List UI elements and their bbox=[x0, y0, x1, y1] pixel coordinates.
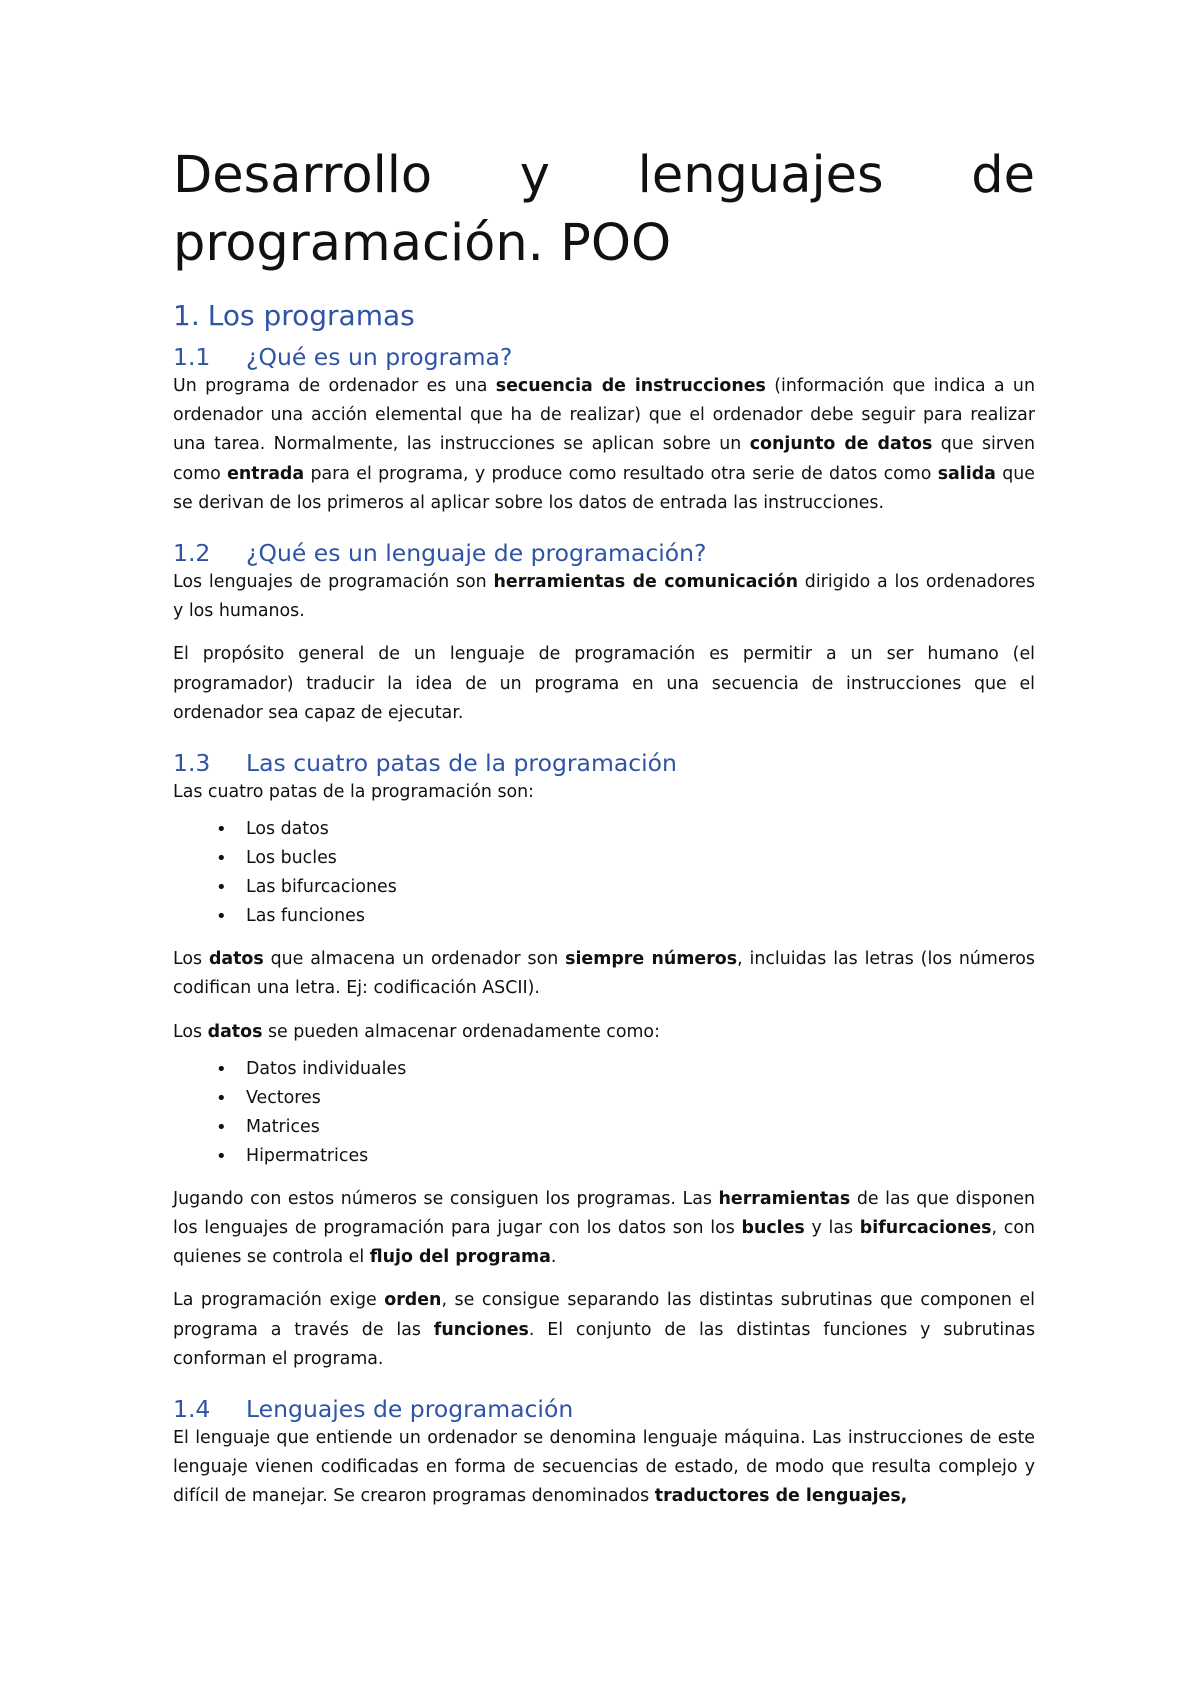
text-run: , se consigue separando las distintas subrutinas que componen el programa a través de las bbox=[173, 1290, 1035, 1340]
subsection-heading-lenguajes-programacion bbox=[173, 1394, 1035, 1424]
document-page bbox=[173, 142, 1035, 1526]
bold-text-run: orden bbox=[384, 1290, 442, 1311]
list-item: • Vectores bbox=[246, 1084, 1035, 1113]
subsection-title: ¿Qué es un lenguaje de programación? bbox=[246, 539, 707, 568]
text-run: (información que indica a un ordenador una acción elemental que ha de realizar) que el ordenador debe seguir para realizar una tarea. Normalmente, las instrucciones se aplican sobre un bbox=[173, 376, 1035, 455]
text-run: Los bbox=[173, 1021, 208, 1042]
list-item: • Los datos bbox=[246, 815, 1035, 844]
bold-text-run: entrada bbox=[227, 463, 305, 484]
subsection-title: Las cuatro patas de la programación bbox=[246, 749, 677, 778]
bold-text-run: bucles bbox=[741, 1218, 805, 1239]
paragraph-lenguaje-maquina bbox=[173, 1424, 1035, 1512]
text-run: . El conjunto de las distintas funciones y subrutinas conforman el programa. bbox=[173, 1319, 1036, 1369]
subsection-heading-cuatro-patas bbox=[173, 748, 1035, 778]
bold-text-run: siempre números bbox=[565, 949, 738, 970]
bold-text-run: conjunto de datos bbox=[749, 434, 933, 455]
section-heading-los-programas bbox=[173, 298, 1035, 334]
section-number: 1. bbox=[173, 299, 200, 332]
subsection-number: 1.4 bbox=[173, 1395, 211, 1424]
document-title: Desarrollo y lenguajes de programación. POO bbox=[173, 146, 1035, 273]
text-run: dirigido a los ordenadores y los humanos. bbox=[173, 572, 1036, 622]
bold-text-run: funciones bbox=[433, 1319, 529, 1340]
list-item: • Las funciones bbox=[246, 902, 1035, 931]
subsection-number: 1.2 bbox=[173, 539, 211, 568]
list-item: • Matrices bbox=[246, 1113, 1035, 1142]
section-title: Los programas bbox=[207, 299, 415, 332]
text-run: Un programa de ordenador es una bbox=[173, 376, 496, 396]
list-item: • Hipermatrices bbox=[246, 1142, 1035, 1171]
text-run: se pueden almacenar ordenadamente como: bbox=[262, 1021, 660, 1042]
paragraph-programa-definition bbox=[173, 372, 1035, 518]
bullet-list-cuatro-patas bbox=[173, 815, 1035, 931]
paragraph-cuatro-patas-intro: Las cuatro patas de la programación son: bbox=[173, 782, 535, 803]
text-run: La programación exige bbox=[173, 1290, 385, 1311]
text-run: que sirven como bbox=[173, 434, 1035, 484]
text-run: Los bbox=[173, 949, 209, 970]
subsection-number: 1.3 bbox=[173, 749, 211, 778]
text-run: El lenguaje que entiende un ordenador se denomina lenguaje máquina. Las instrucciones de este lenguaje vienen codificadas en forma de secuencias de estado, de modo que resulta complejo y difícil de manejar. Se crearon programas denominados bbox=[173, 1428, 1035, 1507]
bold-text-run: secuencia de instrucciones bbox=[495, 376, 766, 396]
paragraph-proposito-general: El propósito general de un lenguaje de programación es permitir a un ser humano (el programador) traducir la idea de un programa en una secuencia de instrucciones que el ordenador sea capaz de ejecutar. bbox=[173, 644, 1035, 723]
text-run: que se derivan de los primeros al aplicar sobre los datos de entrada las instrucciones. bbox=[173, 463, 1035, 513]
subsection-number: 1.1 bbox=[173, 343, 211, 371]
paragraph-programacion-orden bbox=[173, 1286, 1035, 1374]
list-item: • Datos individuales bbox=[246, 1055, 1035, 1084]
subsection-title: Lenguajes de programación bbox=[246, 1395, 574, 1424]
paragraph-datos-almacenar bbox=[173, 1018, 1035, 1047]
bold-text-run: datos bbox=[207, 1021, 263, 1042]
list-item: • Los bucles bbox=[246, 844, 1035, 873]
bold-text-run: traductores de lenguajes, bbox=[654, 1486, 908, 1507]
list-item: • Las bifurcaciones bbox=[246, 873, 1035, 902]
subsection-heading-que-es-un-programa bbox=[173, 342, 1035, 372]
bold-text-run: salida bbox=[937, 463, 996, 484]
subsection-title: ¿Qué es un programa? bbox=[246, 343, 513, 371]
text-run: para el programa, y produce como resultado otra serie de datos como bbox=[304, 463, 938, 484]
paragraph-datos-numeros bbox=[173, 945, 1035, 1003]
bold-text-run: herramientas de comunicación bbox=[493, 572, 798, 593]
text-run: de las que disponen los lenguajes de programación para jugar con los datos son los bbox=[173, 1188, 1035, 1239]
paragraph-lenguajes-herramientas bbox=[173, 568, 1035, 626]
text-run: Los lenguajes de programación son bbox=[173, 572, 494, 593]
text-run: Jugando con estos números se consiguen los programas. Las bbox=[173, 1188, 719, 1209]
text-run: . bbox=[550, 1247, 557, 1268]
text-run: , incluidas las letras (los números codifican una letra. Ej: codificación ASCII). bbox=[173, 949, 1035, 999]
text-run: , con quienes se controla el bbox=[173, 1218, 1035, 1268]
bullet-list-estructuras-datos bbox=[173, 1055, 1035, 1171]
bold-text-run: bifurcaciones bbox=[859, 1218, 992, 1239]
bold-text-run: flujo del programa bbox=[369, 1247, 551, 1268]
bold-text-run: herramientas bbox=[718, 1188, 851, 1209]
bold-text-run: datos bbox=[208, 949, 264, 970]
paragraph-herramientas-bucles bbox=[173, 1185, 1035, 1273]
subsection-heading-que-es-un-lenguaje bbox=[173, 538, 1035, 568]
text-run: que almacena un ordenador son bbox=[263, 949, 566, 970]
text-run: y las bbox=[804, 1218, 860, 1239]
